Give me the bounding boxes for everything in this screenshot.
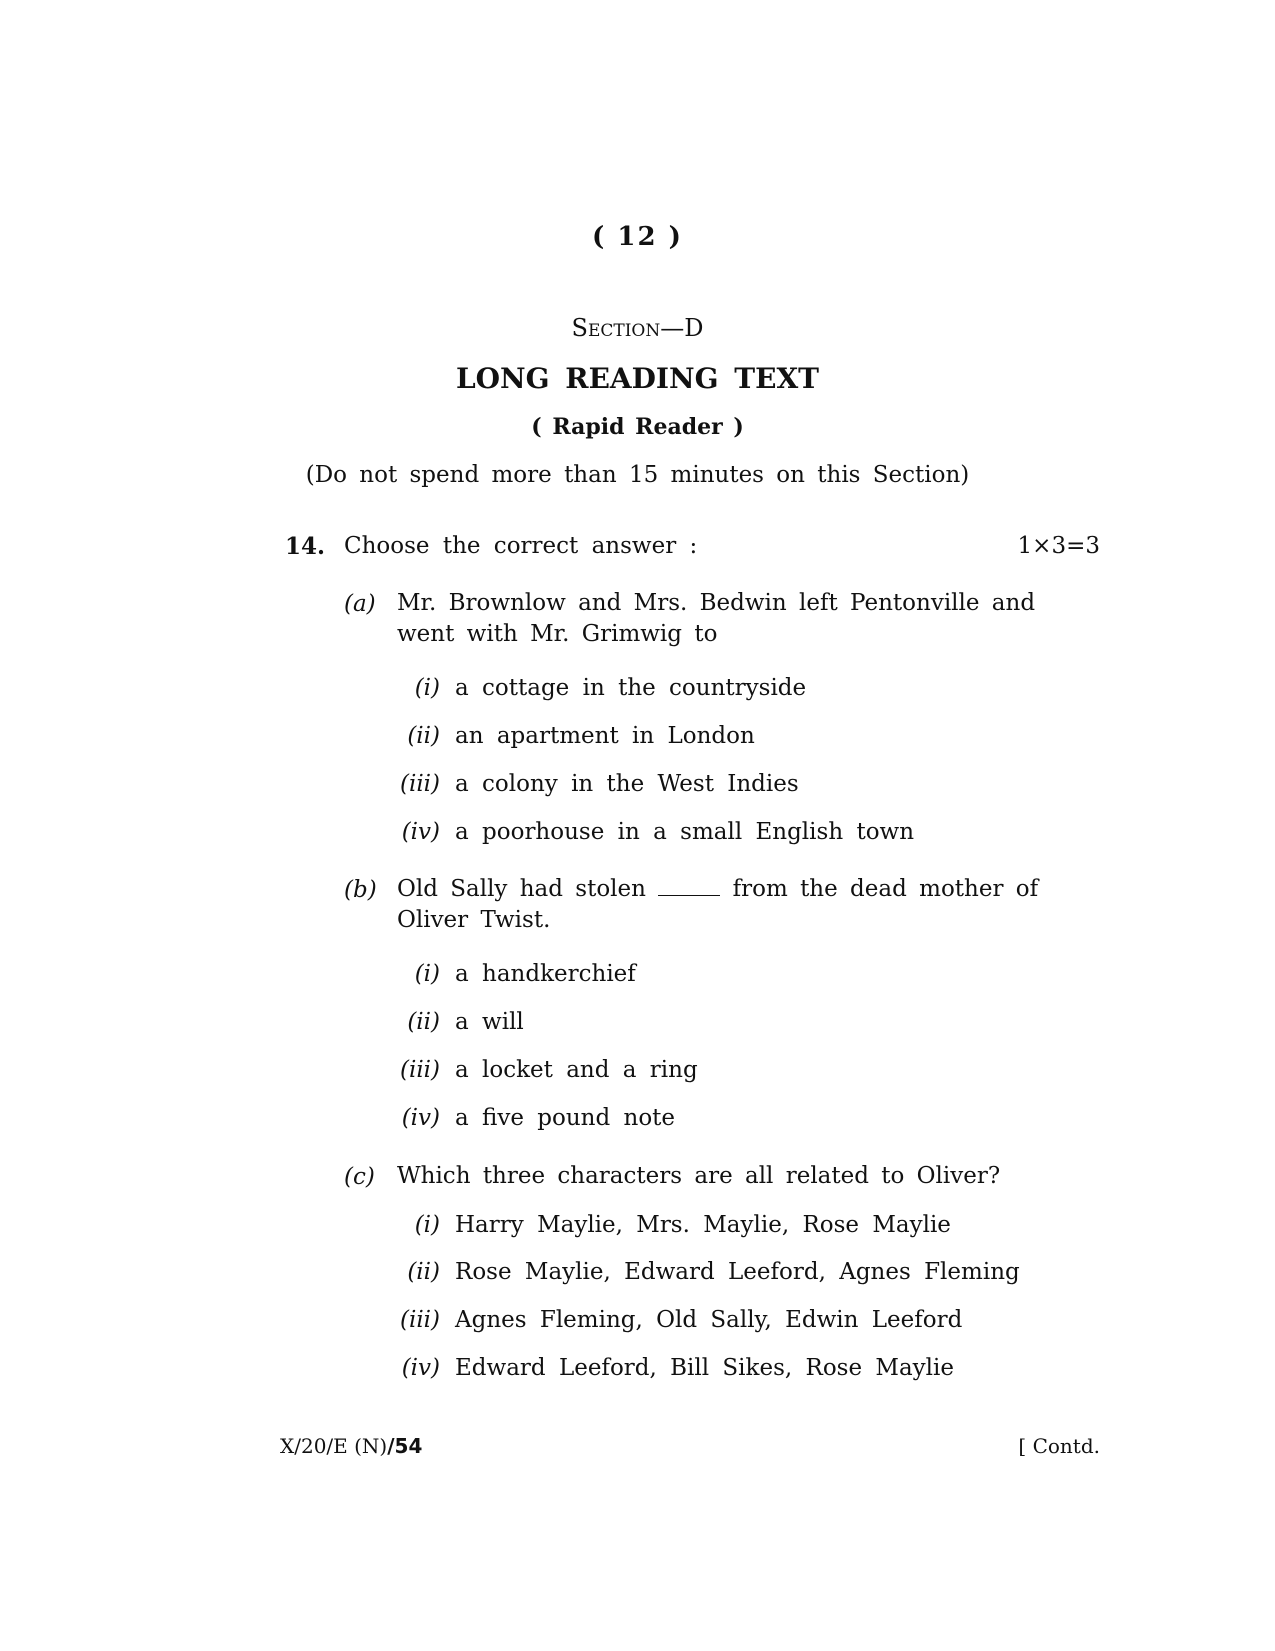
paper-code-suffix: /54 (387, 1434, 423, 1458)
option-label: (i) (414, 675, 440, 701)
part-text-after: from the dead mother of Oliver Twist. (397, 876, 1039, 933)
option-label: (i) (414, 961, 440, 987)
option-text: Agnes Fleming, Old Sally, Edwin Leeford (455, 1307, 963, 1333)
option-label: (ii) (407, 1009, 440, 1035)
option-label: (iv) (401, 819, 440, 845)
option-text: a locket and a ring (455, 1057, 698, 1083)
section-prefix: Section (571, 314, 661, 342)
option-label: (iii) (399, 771, 440, 797)
paper-code-prefix: X/20/E (N) (280, 1434, 388, 1458)
part-text-before: Old Sally had stolen (397, 876, 646, 902)
question-text: Choose the correct answer : (344, 533, 698, 559)
page-subtitle: ( Rapid Reader ) (531, 414, 744, 440)
option-text: a handkerchief (455, 961, 636, 987)
option-text: Harry Maylie, Mrs. Maylie, Rose Maylie (455, 1212, 951, 1238)
option-text: a poorhouse in a small English town (455, 819, 915, 845)
paper-code (280, 1434, 422, 1458)
option-text: Edward Leeford, Bill Sikes, Rose Maylie (455, 1355, 954, 1381)
page-number: ( 12 ) (592, 222, 683, 252)
option-text: a five pound note (455, 1105, 676, 1131)
option-label: (iii) (399, 1307, 440, 1333)
option-label: (iv) (401, 1105, 440, 1131)
part-label: (a) (344, 591, 376, 617)
option-label: (iv) (401, 1355, 440, 1381)
part-label: (c) (344, 1164, 375, 1190)
part-question (397, 874, 1062, 936)
option-text: an apartment in London (455, 723, 755, 749)
option-text: a colony in the West Indies (455, 771, 799, 797)
continued-note: [ Contd. (1018, 1434, 1100, 1458)
option-text: Rose Maylie, Edward Leeford, Agnes Fleming (455, 1259, 1020, 1285)
section-instruction: (Do not spend more than 15 minutes on this Section) (305, 462, 970, 488)
option-label: (iii) (399, 1057, 440, 1083)
section-letter: —D (660, 314, 704, 342)
answer-blank (658, 879, 720, 896)
option-label: (ii) (407, 723, 440, 749)
question-marks: 1×3=3 (1017, 533, 1100, 559)
question-number: 14. (285, 533, 326, 560)
part-question: Which three characters are all related to Oliver? (397, 1163, 1001, 1189)
option-label: (ii) (407, 1259, 440, 1285)
part-question: Mr. Brownlow and Mrs. Bedwin left Pentonville and went with Mr. Grimwig to (397, 590, 1036, 647)
option-text: a will (455, 1009, 524, 1035)
part-label: (b) (344, 877, 377, 903)
section-heading (0, 314, 1275, 342)
option-text: a cottage in the countryside (455, 675, 807, 701)
option-label: (i) (414, 1212, 440, 1238)
page-title: LONG READING TEXT (455, 362, 820, 395)
